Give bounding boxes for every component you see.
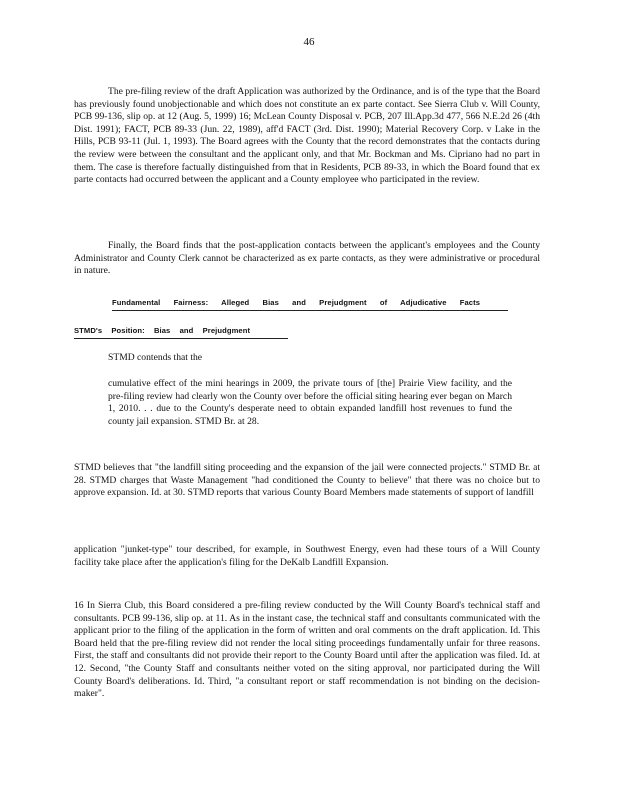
paragraph-post-application-contacts: Finally, the Board finds that the post-application contacts between the applicant's employees and the County Administrator and County Clerk cannot be characterized as ex parte contacts, as they were administrative or procedural in nature. <box>74 240 540 277</box>
block-quote-stmd: cumulative effect of the mini hearings in 2009, the private tours of [the] Prairie View facility, and the pre-filing review had clearly won the County over before the official siting hearing ever began on March 1, 2010. . . due to the County's desperate need to obtain expanded landfill host revenues to fund the county jail expansion. STMD Br. at 28. <box>108 378 512 427</box>
subheading-underline <box>74 338 288 339</box>
page-number: 46 <box>303 36 315 48</box>
heading-underline <box>112 310 508 311</box>
footnote-16: 16 In Sierra Club, this Board considered a pre-filing review conducted by the Will County Board's technical staff and consultants. PCB 99-136, slip op. at 11. As in the instant case, the technical staff and consultants communicated with the applicant prior to the filing of the application in the form of written and oral comments on the draft application. Id. This Board held that the pre-filing review did not render the local siting proceedings fundamentally unfair for three reasons. First, the staff and consultants did not provide their report to the County Board until after the application was filed. Id. at 12. Second, "the County Staff and consultants neither voted on the siting approval, nor participated during the Will County Board's deliberations. Id. Third, "a consultant report or staff recommendation is not binding on the decision-maker". <box>74 600 540 700</box>
paragraph-stmd-believes: STMD believes that "the landfill siting proceeding and the expansion of the jail were connected projects." STMD Br. at 28. STMD charges that Waste Management "had conditioned the County to believe" that there was no choice but to approve expansion. Id. at 30. STMD reports that various County Board Members made statements of support of landfill <box>74 462 540 499</box>
paragraph-stmd-contends: STMD contends that the <box>108 352 203 363</box>
paragraph-pre-filing-review: The pre-filing review of the draft Application was authorized by the Ordinance, and is of the type that the Board has previously found unobjectionable and which does not constitute an ex parte contact. See Sierra Club v. Will County, PCB 99-136, slip op. at 12 (Aug. 5, 1999) 16; McLean County Disposal v. PCB, 207 Ill.App.3d 477, 566 N.E.2d 26 (4th Dist. 1991); FACT, PCB 89-33 (Jun. 22, 1989), aff'd FACT (3rd. Dist. 1990); Material Recovery Corp. v Lake in the Hills, PCB 93-11 (Jul. 1, 1993). The Board agrees with the County that the record demonstrates that the contacts during the review were between the consultant and the applicant only, and that Mr. Bockman and Ms. Cipriano had no part in them. The case is therefore factually distinguished from that in Residents, PCB 89-33, in which the Board found that ex parte contacts had occurred between the applicant and a County employee who participated in the review. <box>74 86 540 186</box>
section-heading-fundamental-fairness: Fundamental Fairness: Alleged Bias and Prejudgment of Adjudicative Facts <box>112 298 481 307</box>
subsection-heading-stmd-position: STMD's Position: Bias and Prejudgment <box>74 326 251 335</box>
paragraph-junket-tour: application "junket-type" tour described, for example, in Southwest Energy, even had these tours of a Will County facility take place after the application's filing for the DeKalb Landfill Expansion. <box>74 544 540 568</box>
